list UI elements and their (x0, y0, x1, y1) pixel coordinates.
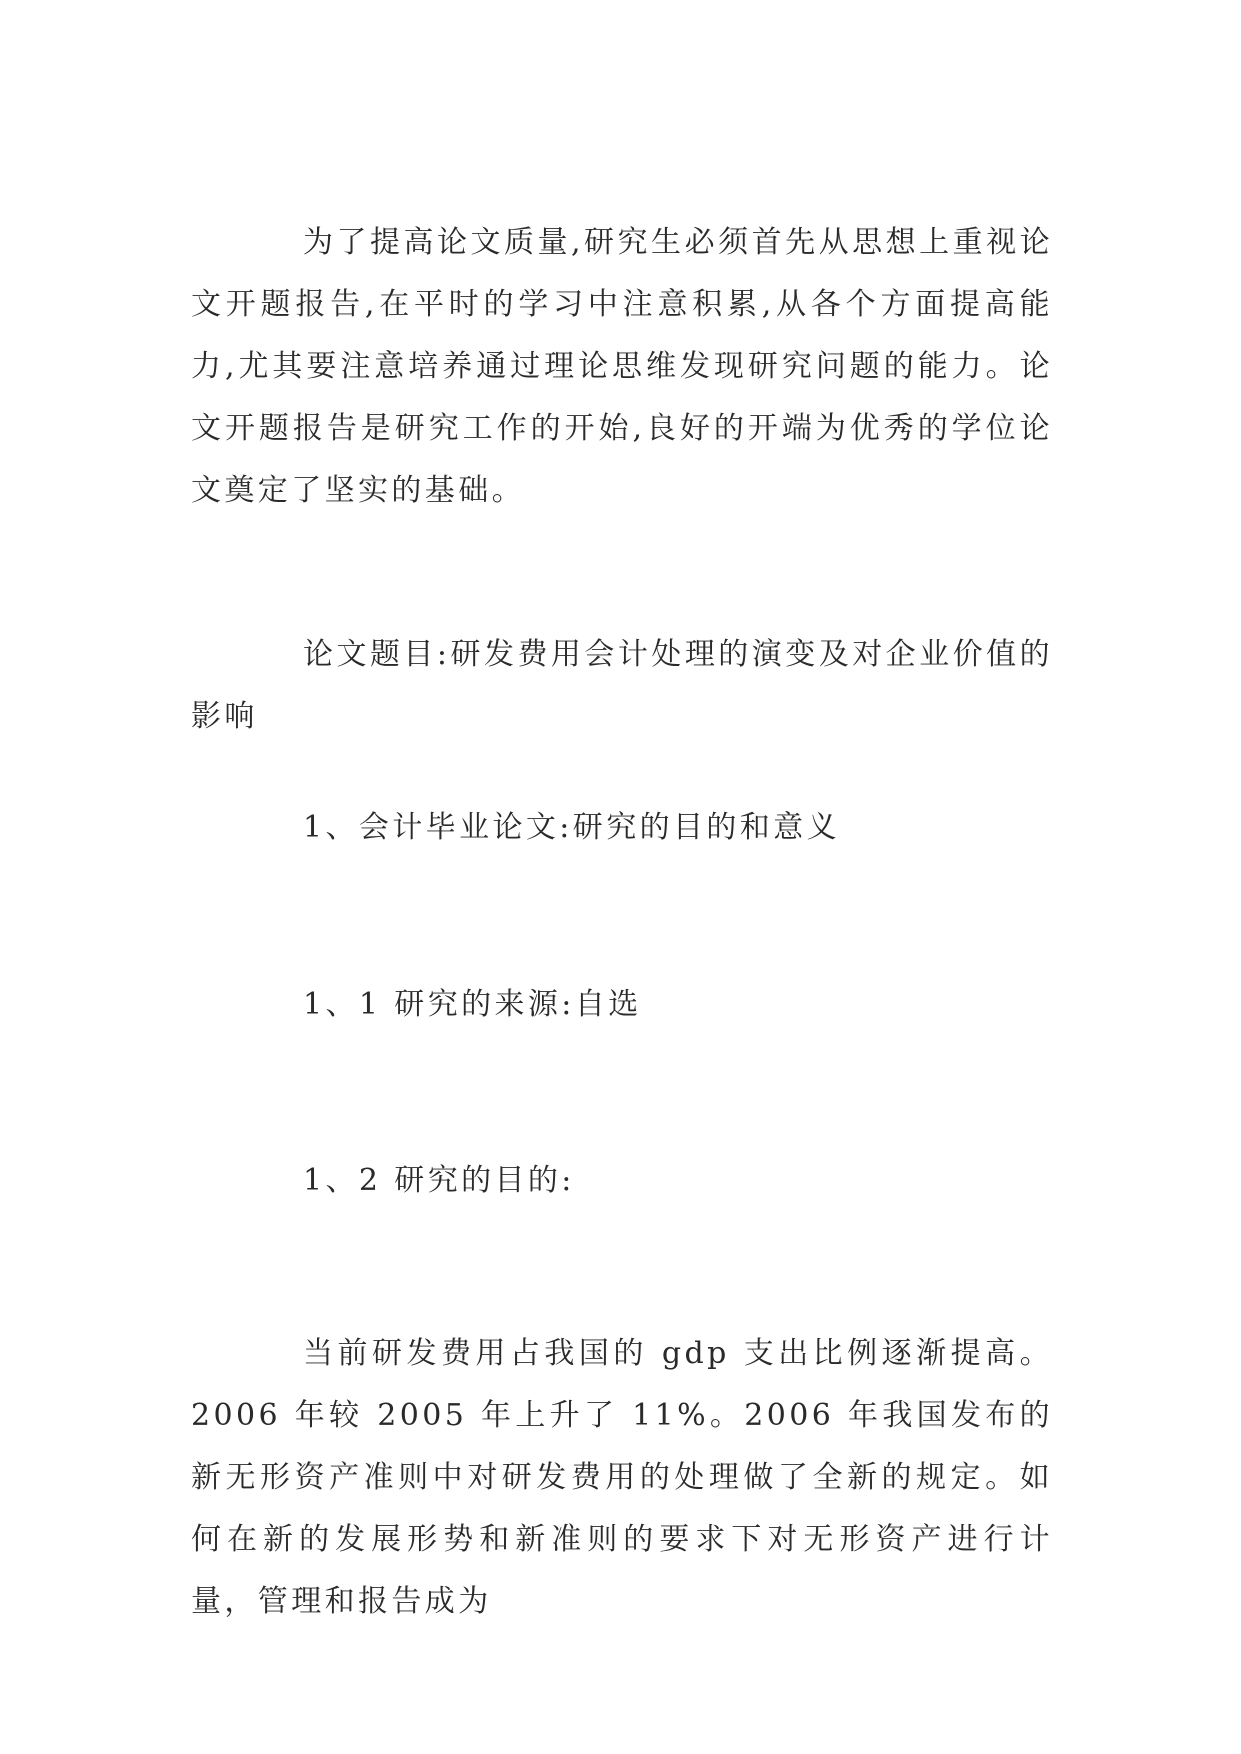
subsection-heading-source: 1、1 研究的来源:自选 (303, 987, 642, 1022)
section-heading-purpose-significance: 1、会计毕业论文:研究的目的和意义 (303, 810, 840, 845)
thesis-title: 论文题目:研发费用会计处理的演变及对企业价值的影响 (191, 637, 1053, 734)
intro-paragraph: 为了提高论文质量,研究生必须首先从思想上重视论文开题报告,在平时的学习中注意积累,从各个方面提高能力,尤其要注意培养通过理论思维发现研究问题的能力。论文开题报告是研究工作的开始,良好的开端为优秀的学位论文奠定了坚实的基础。 (191, 225, 1053, 508)
body-paragraph-rd-expenses: 当前研发费用占我国的 gdp 支出比例逐渐提高。2006 年较 2005 年上升了 11%。2006 年我国发布的新无形资产准则中对研发费用的处理做了全新的规定。如何在新的发展形势和新准则的要求下对无形资产进行计量，管理和报告成为 (191, 1336, 1053, 1619)
subsection-heading-purpose: 1、2 研究的目的: (303, 1163, 575, 1198)
